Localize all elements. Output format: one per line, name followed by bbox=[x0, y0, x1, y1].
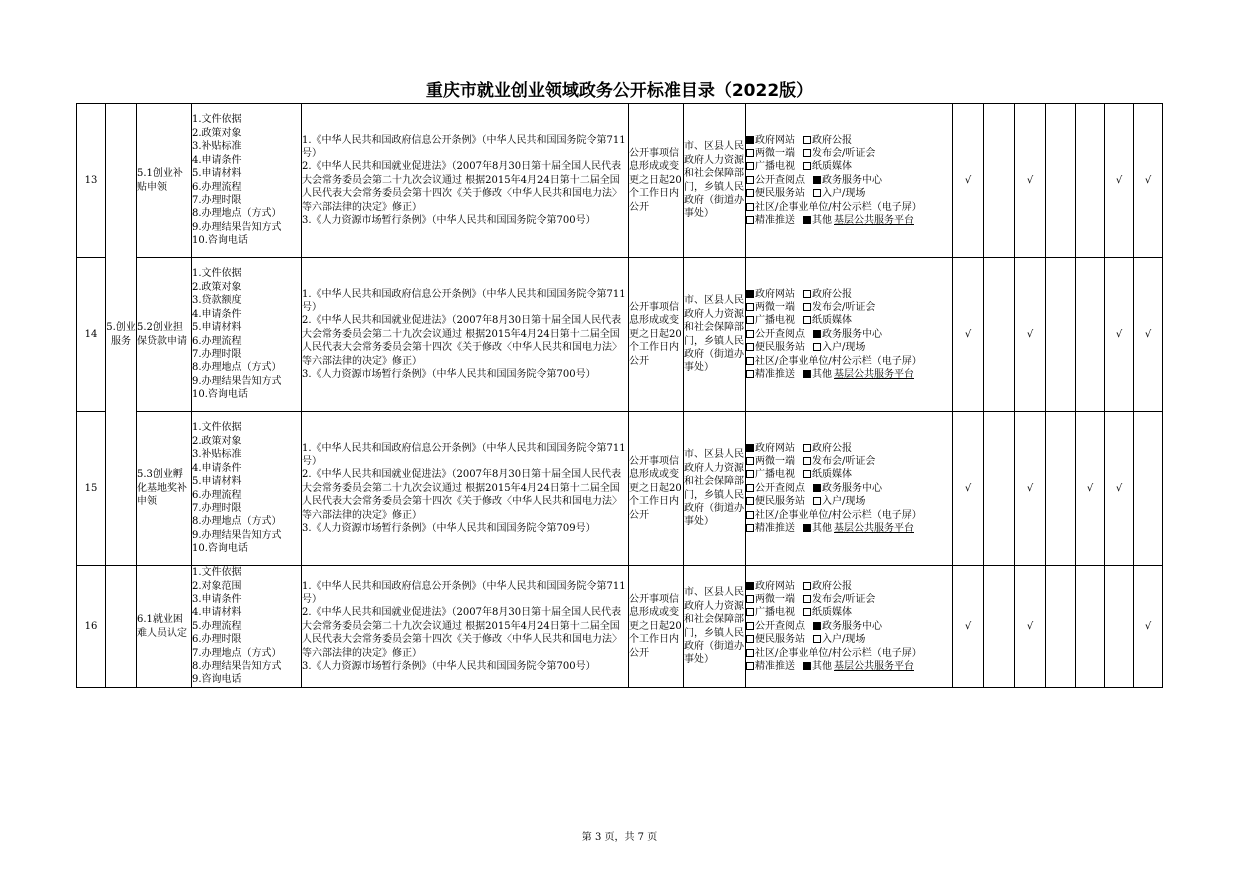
content-line: 6.办理流程 bbox=[192, 181, 242, 193]
check-mark-cell bbox=[1134, 412, 1163, 566]
channel-line bbox=[746, 660, 952, 673]
unchecked-box-icon bbox=[803, 290, 811, 298]
check-mark-cell: √ bbox=[953, 258, 984, 412]
content-line: 8.办理结果告知方式 bbox=[192, 661, 282, 673]
channel-label: 政务服务中心 bbox=[822, 174, 882, 186]
channel-label: 精准推送 bbox=[755, 215, 795, 227]
unchecked-box-icon bbox=[746, 343, 754, 351]
disclosure-content bbox=[192, 258, 302, 412]
content-line: 1.文件依据 bbox=[192, 114, 242, 126]
table-row bbox=[77, 104, 1163, 258]
channel-label: 精准推送 bbox=[755, 661, 795, 673]
content-line: 10.咨询电话 bbox=[192, 235, 248, 247]
channel-label: 两微一端 bbox=[755, 147, 795, 159]
disclosure-content bbox=[192, 566, 302, 688]
channel-label: 两微一端 bbox=[755, 301, 795, 313]
check-mark-cell bbox=[1046, 258, 1076, 412]
unchecked-box-icon bbox=[746, 203, 754, 211]
channel-line bbox=[746, 593, 952, 606]
checked-box-icon bbox=[803, 216, 811, 224]
channel-label: 入户/现场 bbox=[822, 634, 866, 646]
content-line: 1.文件依据 bbox=[192, 422, 242, 434]
channel-line bbox=[746, 187, 952, 200]
channel-label: 政府公报 bbox=[812, 134, 852, 146]
channel-line bbox=[746, 606, 952, 619]
content-line: 10.咨询电话 bbox=[192, 389, 248, 401]
channel-label: 广播电视 bbox=[755, 315, 795, 327]
disclosure-basis bbox=[302, 104, 629, 258]
unchecked-box-icon bbox=[803, 608, 811, 616]
check-mark-cell bbox=[1046, 566, 1076, 688]
page-footer: 第 3 页，共 7 页 bbox=[581, 832, 658, 843]
content-line: 5.申请材料 bbox=[192, 476, 242, 488]
check-mark-cell: √ bbox=[953, 104, 984, 258]
check-mark-cell bbox=[1046, 412, 1076, 566]
item-name: 5.2创业担保贷款申请 bbox=[137, 258, 192, 412]
channel-label: 纸质媒体 bbox=[812, 315, 852, 327]
channel-label: 广播电视 bbox=[755, 469, 795, 481]
check-mark-cell: √ bbox=[1015, 104, 1046, 258]
content-line: 6.办理流程 bbox=[192, 335, 242, 347]
channel-label: 政府公报 bbox=[812, 442, 852, 454]
checked-box-icon bbox=[746, 290, 754, 298]
check-mark-cell: √ bbox=[1134, 258, 1163, 412]
unchecked-box-icon bbox=[803, 582, 811, 590]
channel-label: 政府网站 bbox=[755, 580, 795, 592]
channel-line bbox=[746, 482, 952, 495]
channel-other-detail: 基层公共服务平台 bbox=[834, 215, 914, 227]
content-line: 8.办理地点（方式） bbox=[192, 362, 282, 374]
basis-line: 1.《中华人民共和国政府信息公开条例》（中华人民共和国国务院令第711号） bbox=[302, 442, 626, 467]
channel-line bbox=[746, 288, 952, 301]
check-mark-cell: √ bbox=[1134, 566, 1163, 688]
channel-line bbox=[746, 455, 952, 468]
channel-label: 其他 bbox=[812, 661, 832, 673]
unchecked-box-icon bbox=[746, 216, 754, 224]
channel-label: 社区/企事业单位/村公示栏（电子屏） bbox=[755, 509, 922, 521]
catalog-table bbox=[76, 103, 1163, 688]
channel-label: 其他 bbox=[812, 523, 832, 535]
content-line: 9.办理结果告知方式 bbox=[192, 375, 282, 387]
check-mark-cell bbox=[984, 412, 1015, 566]
content-line: 7.办理时限 bbox=[192, 194, 242, 206]
channel-label: 社区/企事业单位/村公示栏（电子屏） bbox=[755, 201, 922, 213]
content-line: 7.办理地点（方式） bbox=[192, 647, 282, 659]
channel-line bbox=[746, 368, 952, 381]
channel-label: 政府网站 bbox=[755, 442, 795, 454]
check-mark-cell bbox=[984, 104, 1015, 258]
check-mark-cell: √ bbox=[1015, 258, 1046, 412]
channel-label: 公开查阅点 bbox=[755, 174, 805, 186]
channel-line bbox=[746, 328, 952, 341]
unchecked-box-icon bbox=[746, 608, 754, 616]
content-line: 3.补贴标准 bbox=[192, 141, 242, 153]
unchecked-box-icon bbox=[813, 635, 821, 643]
unchecked-box-icon bbox=[813, 189, 821, 197]
channel-line bbox=[746, 201, 952, 214]
content-line: 3.申请条件 bbox=[192, 593, 242, 605]
basis-line: 2.《中华人民共和国就业促进法》（2007年8月30日第十届全国人民代表大会常务委员会第二十九次会议通过 根据2015年4月24日第十二届全国人民代表大会常务委员会第十四次《关于修改〈中华人民共和国电力法〉等六部法律的决定》修正） bbox=[302, 161, 622, 213]
content-line: 3.补贴标准 bbox=[192, 449, 242, 461]
checked-box-icon bbox=[803, 662, 811, 670]
channel-label: 政府网站 bbox=[755, 288, 795, 300]
checked-box-icon bbox=[813, 330, 821, 338]
page-title: 重庆市就业创业领域政务公开标准目录（2022版） bbox=[425, 81, 814, 101]
disclosure-channels bbox=[746, 566, 953, 688]
content-line: 1.文件依据 bbox=[192, 567, 242, 579]
unchecked-box-icon bbox=[746, 662, 754, 670]
disclosure-channels bbox=[746, 104, 953, 258]
unchecked-box-icon bbox=[746, 370, 754, 378]
channel-label: 社区/企事业单位/村公示栏（电子屏） bbox=[755, 647, 922, 659]
unchecked-box-icon bbox=[746, 497, 754, 505]
unchecked-box-icon bbox=[803, 444, 811, 452]
checked-box-icon bbox=[803, 524, 811, 532]
checked-box-icon bbox=[746, 136, 754, 144]
checked-box-icon bbox=[813, 176, 821, 184]
content-line: 9.办理结果告知方式 bbox=[192, 221, 282, 233]
channel-label: 发布会/听证会 bbox=[812, 301, 876, 313]
disclosure-subject: 市、区县人民政府人力资源和社会保障部门，乡镇人民政府（街道办事处） bbox=[684, 258, 746, 412]
check-mark-cell: √ bbox=[1076, 412, 1105, 566]
channel-line bbox=[746, 147, 952, 160]
content-line: 7.办理时限 bbox=[192, 502, 242, 514]
content-line: 3.贷款额度 bbox=[192, 295, 242, 307]
channel-label: 公开查阅点 bbox=[755, 620, 805, 632]
unchecked-box-icon bbox=[803, 149, 811, 157]
channel-label: 政府公报 bbox=[812, 288, 852, 300]
check-mark-cell bbox=[1076, 566, 1105, 688]
channel-line bbox=[746, 647, 952, 660]
checked-box-icon bbox=[813, 484, 821, 492]
content-line: 9.咨询电话 bbox=[192, 674, 242, 686]
channel-other-detail: 基层公共服务平台 bbox=[834, 661, 914, 673]
channel-line bbox=[746, 160, 952, 173]
check-mark-cell: √ bbox=[1015, 566, 1046, 688]
content-line: 5.申请材料 bbox=[192, 168, 242, 180]
check-mark-cell: √ bbox=[1134, 104, 1163, 258]
channel-label: 入户/现场 bbox=[822, 188, 866, 200]
unchecked-box-icon bbox=[746, 357, 754, 365]
basis-line: 3.《人力资源市场暂行条例》（中华人民共和国国务院令第709号） bbox=[302, 523, 596, 535]
unchecked-box-icon bbox=[746, 511, 754, 519]
channel-label: 纸质媒体 bbox=[812, 161, 852, 173]
basis-line: 3.《人力资源市场暂行条例》（中华人民共和国国务院令第700号） bbox=[302, 215, 596, 227]
check-mark-cell bbox=[1076, 258, 1105, 412]
unchecked-box-icon bbox=[803, 303, 811, 311]
check-mark-cell bbox=[1076, 104, 1105, 258]
channel-label: 两微一端 bbox=[755, 455, 795, 467]
channel-label: 便民服务站 bbox=[755, 634, 805, 646]
check-mark-cell bbox=[984, 258, 1015, 412]
channel-line bbox=[746, 633, 952, 646]
item-name: 6.1就业困难人员认定 bbox=[137, 566, 192, 688]
disclosure-timing: 公开事项信息形成或变更之日起20个工作日内公开 bbox=[629, 566, 684, 688]
unchecked-box-icon bbox=[746, 457, 754, 465]
disclosure-basis bbox=[302, 412, 629, 566]
check-mark-cell bbox=[1105, 566, 1134, 688]
basis-line: 1.《中华人民共和国政府信息公开条例》（中华人民共和国国务院令第711号） bbox=[302, 288, 626, 313]
content-line: 5.申请材料 bbox=[192, 322, 242, 334]
checked-box-icon bbox=[746, 582, 754, 590]
channel-label: 两微一端 bbox=[755, 593, 795, 605]
channel-label: 精准推送 bbox=[755, 369, 795, 381]
channel-label: 便民服务站 bbox=[755, 188, 805, 200]
unchecked-box-icon bbox=[746, 330, 754, 338]
channel-label: 其他 bbox=[812, 369, 832, 381]
channel-line bbox=[746, 580, 952, 593]
channel-label: 发布会/听证会 bbox=[812, 455, 876, 467]
content-line: 2.对象范围 bbox=[192, 580, 242, 592]
category-level-1: 5.创业服务 bbox=[106, 104, 137, 566]
disclosure-timing: 公开事项信息形成或变更之日起20个工作日内公开 bbox=[629, 104, 684, 258]
channel-line bbox=[746, 341, 952, 354]
disclosure-channels bbox=[746, 412, 953, 566]
unchecked-box-icon bbox=[746, 189, 754, 197]
disclosure-content bbox=[192, 104, 302, 258]
check-mark-cell: √ bbox=[1015, 412, 1046, 566]
unchecked-box-icon bbox=[803, 457, 811, 465]
channel-label: 发布会/听证会 bbox=[812, 593, 876, 605]
row-number: 16 bbox=[77, 566, 106, 688]
disclosure-content bbox=[192, 412, 302, 566]
content-line: 10.咨询电话 bbox=[192, 543, 248, 555]
content-line: 6.办理时限 bbox=[192, 634, 242, 646]
content-line: 4.申请条件 bbox=[192, 308, 242, 320]
content-line: 1.文件依据 bbox=[192, 268, 242, 280]
channel-other-detail: 基层公共服务平台 bbox=[834, 523, 914, 535]
unchecked-box-icon bbox=[746, 622, 754, 630]
unchecked-box-icon bbox=[746, 635, 754, 643]
unchecked-box-icon bbox=[746, 649, 754, 657]
content-line: 7.办理时限 bbox=[192, 348, 242, 360]
content-line: 9.办理结果告知方式 bbox=[192, 529, 282, 541]
unchecked-box-icon bbox=[813, 343, 821, 351]
disclosure-timing: 公开事项信息形成或变更之日起20个工作日内公开 bbox=[629, 412, 684, 566]
disclosure-subject: 市、区县人民政府人力资源和社会保障部门，乡镇人民政府（街道办事处） bbox=[684, 104, 746, 258]
item-name: 5.1创业补贴申领 bbox=[137, 104, 192, 258]
channel-line bbox=[746, 314, 952, 327]
channel-other-detail: 基层公共服务平台 bbox=[834, 369, 914, 381]
channel-line bbox=[746, 301, 952, 314]
content-line: 5.办理流程 bbox=[192, 620, 242, 632]
channel-label: 入户/现场 bbox=[822, 342, 866, 354]
channel-line bbox=[746, 509, 952, 522]
check-mark-cell: √ bbox=[953, 412, 984, 566]
disclosure-timing: 公开事项信息形成或变更之日起20个工作日内公开 bbox=[629, 258, 684, 412]
channel-line bbox=[746, 468, 952, 481]
channel-label: 公开查阅点 bbox=[755, 482, 805, 494]
check-mark-cell: √ bbox=[1105, 258, 1134, 412]
channel-label: 便民服务站 bbox=[755, 342, 805, 354]
checked-box-icon bbox=[803, 370, 811, 378]
check-mark-cell bbox=[984, 566, 1015, 688]
unchecked-box-icon bbox=[803, 470, 811, 478]
row-number: 13 bbox=[77, 104, 106, 258]
unchecked-box-icon bbox=[746, 162, 754, 170]
content-line: 2.政策对象 bbox=[192, 435, 242, 447]
channel-label: 纸质媒体 bbox=[812, 607, 852, 619]
channel-label: 政务服务中心 bbox=[822, 482, 882, 494]
check-mark-cell bbox=[1046, 104, 1076, 258]
check-mark-cell: √ bbox=[1105, 412, 1134, 566]
channel-label: 入户/现场 bbox=[822, 496, 866, 508]
channel-line bbox=[746, 355, 952, 368]
channel-label: 纸质媒体 bbox=[812, 469, 852, 481]
channel-line bbox=[746, 620, 952, 633]
channel-line bbox=[746, 174, 952, 187]
checked-box-icon bbox=[813, 622, 821, 630]
channel-label: 政府公报 bbox=[812, 580, 852, 592]
content-line: 2.政策对象 bbox=[192, 281, 242, 293]
basis-line: 1.《中华人民共和国政府信息公开条例》（中华人民共和国国务院令第711号） bbox=[302, 580, 626, 605]
basis-line: 1.《中华人民共和国政府信息公开条例》（中华人民共和国国务院令第711号） bbox=[302, 134, 626, 159]
disclosure-basis bbox=[302, 566, 629, 688]
unchecked-box-icon bbox=[803, 136, 811, 144]
channel-label: 政务服务中心 bbox=[822, 328, 882, 340]
channel-label: 公开查阅点 bbox=[755, 328, 805, 340]
row-number: 15 bbox=[77, 412, 106, 566]
basis-line: 2.《中华人民共和国就业促进法》（2007年8月30日第十届全国人民代表大会常务委员会第二十九次会议通过 根据2015年4月24日第十二届全国人民代表大会常务委员会第十四次《关于修改〈中华人民共和国电力法〉等六部法律的决定》修正） bbox=[302, 315, 622, 367]
content-line: 4.申请条件 bbox=[192, 462, 242, 474]
unchecked-box-icon bbox=[803, 162, 811, 170]
table-row bbox=[77, 258, 1163, 412]
unchecked-box-icon bbox=[813, 497, 821, 505]
unchecked-box-icon bbox=[746, 524, 754, 532]
disclosure-basis bbox=[302, 258, 629, 412]
basis-line: 2.《中华人民共和国就业促进法》（2007年8月30日第十届全国人民代表大会常务委员会第二十九次会议通过 根据2015年4月24日第十二届全国人民代表大会常务委员会第十四次《关于修改〈中华人民共和国电力法〉等六部法律的决定》修正） bbox=[302, 469, 622, 521]
unchecked-box-icon bbox=[746, 484, 754, 492]
unchecked-box-icon bbox=[746, 316, 754, 324]
unchecked-box-icon bbox=[746, 470, 754, 478]
disclosure-channels bbox=[746, 258, 953, 412]
content-line: 8.办理地点（方式） bbox=[192, 208, 282, 220]
content-line: 6.办理流程 bbox=[192, 489, 242, 501]
check-mark-cell: √ bbox=[953, 566, 984, 688]
content-line: 2.政策对象 bbox=[192, 127, 242, 139]
content-line: 4.申请材料 bbox=[192, 607, 242, 619]
channel-label: 政务服务中心 bbox=[822, 620, 882, 632]
disclosure-subject: 市、区县人民政府人力资源和社会保障部门，乡镇人民政府（街道办事处） bbox=[684, 412, 746, 566]
channel-label: 其他 bbox=[812, 215, 832, 227]
unchecked-box-icon bbox=[803, 595, 811, 603]
row-number: 14 bbox=[77, 258, 106, 412]
table-row bbox=[77, 566, 1163, 688]
disclosure-subject: 市、区县人民政府人力资源和社会保障部门，乡镇人民政府（街道办事处） bbox=[684, 566, 746, 688]
basis-line: 3.《人力资源市场暂行条例》（中华人民共和国国务院令第700号） bbox=[302, 369, 596, 381]
channel-line bbox=[746, 134, 952, 147]
channel-label: 社区/企事业单位/村公示栏（电子屏） bbox=[755, 355, 922, 367]
channel-line bbox=[746, 495, 952, 508]
checked-box-icon bbox=[746, 444, 754, 452]
content-line: 4.申请条件 bbox=[192, 154, 242, 166]
channel-label: 广播电视 bbox=[755, 161, 795, 173]
unchecked-box-icon bbox=[746, 595, 754, 603]
unchecked-box-icon bbox=[803, 316, 811, 324]
basis-line: 2.《中华人民共和国就业促进法》（2007年8月30日第十届全国人民代表大会常务委员会第二十九次会议通过 根据2015年4月24日第十二届全国人民代表大会常务委员会第十四次《关于修改〈中华人民共和国电力法〉等六部法律的决定》修正） bbox=[302, 607, 622, 659]
basis-line: 3.《人力资源市场暂行条例》（中华人民共和国国务院令第700号） bbox=[302, 661, 596, 673]
channel-line bbox=[746, 214, 952, 227]
category-level-1-empty bbox=[106, 566, 137, 688]
channel-label: 政府网站 bbox=[755, 134, 795, 146]
channel-line bbox=[746, 522, 952, 535]
check-mark-cell: √ bbox=[1105, 104, 1134, 258]
channel-label: 精准推送 bbox=[755, 523, 795, 535]
content-line: 8.办理地点（方式） bbox=[192, 516, 282, 528]
unchecked-box-icon bbox=[746, 149, 754, 157]
table-row bbox=[77, 412, 1163, 566]
unchecked-box-icon bbox=[746, 303, 754, 311]
channel-label: 发布会/听证会 bbox=[812, 147, 876, 159]
channel-label: 便民服务站 bbox=[755, 496, 805, 508]
channel-line bbox=[746, 442, 952, 455]
item-name: 5.3创业孵化基地奖补申领 bbox=[137, 412, 192, 566]
unchecked-box-icon bbox=[746, 176, 754, 184]
channel-label: 广播电视 bbox=[755, 607, 795, 619]
